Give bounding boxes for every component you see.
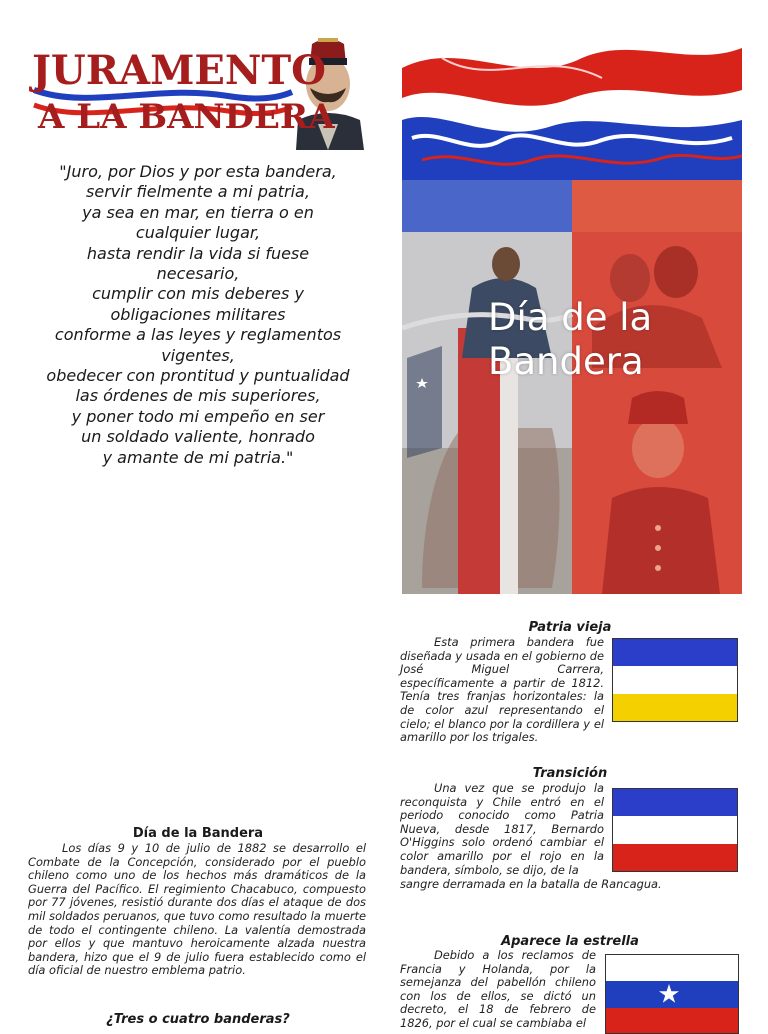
flag-stripe [612,816,738,844]
flag-stripe [612,638,738,666]
oath-line: cumplir con mis deberes y [92,284,304,304]
transicion-heading: Transición [532,766,608,781]
juramento-logo [28,28,368,154]
transicion-text: Una vez que se produjo la reconquista y Chile entró en el periodo conocido como Patria Nueva, desde 1817, Bernardo O'Higgins solo ordenó cambiar el color amarillo por el rojo en la bandera, símbolo, se dijo, de la [400,781,604,877]
flag-stripe [612,666,738,694]
patria-vieja-heading: Patria vieja [528,620,612,635]
hero-title [488,296,652,384]
oath-line: cualquier lugar, [135,223,261,243]
logo-line1: JURAMENTO [32,47,327,94]
transicion-text-tail: sangre derramada en la batalla de Rancagua. [400,877,662,891]
hero-poster [402,28,742,594]
flag-stripe [605,954,739,981]
oath-line: las órdenes de mis superiores, [75,386,321,406]
hero-title-line1: Día de la [488,296,653,339]
oath-line: un soldado valiente, honrado [81,427,315,447]
estrella-flag [605,954,739,1034]
patria-vieja-text: Esta primera bandera fue diseñada y usada en el gobierno de José Miguel Carrera, específicamente a partir de 1812. Tenía tres franjas horizontales: la de color azul representando el cielo; el blanco por la cordillera y el amarillo por los trigales. [400,635,604,745]
oath-line: obligaciones militares [110,304,286,324]
oath-line: obedecer con prontitud y puntualidad [46,366,350,386]
oath-line: vigentes, [161,345,235,365]
oath-line: y poner todo mi empeño en ser [71,406,325,426]
dia-bandera-heading: Día de la Bandera [132,826,264,841]
estrella-text: Debido a los reclamos de Francia y Holanda, por la semejanza del pabellón chileno con los de ellos, se dictó un decreto, el 18 de febrero de 1826, por el cual se cambiaba el [400,948,596,1030]
oath-line: conforme a las leyes y reglamentos [54,325,342,345]
oath-text [28,162,368,468]
patria-vieja-flag [612,638,738,722]
dia-bandera-text: Los días 9 y 10 de julio de 1882 se desarrollo el Combate de la Concepción, considerado por el pueblo chileno como uno de los hechos más dramáticos de la Guerra del Pacífico. El regimiento Chacabuco, compuesto por 77 jóvenes, resistió durante dos días el ataque de dos mil soldados peruanos, que tuvo como resultado la muerte de todo el contingente chileno. La valentía demostrada por ellos y que mantuvo heroicamente alzada nuestra bandera, hizo que el 9 de julio fuera establecido como el día oficial de nuestro emblema patrio. [28,841,366,978]
oath-line: "Juro, por Dios y por esta bandera, [59,162,337,181]
oath-line: y amante de mi patria." [102,447,294,467]
estrella-heading: Aparece la estrella [501,934,639,949]
tres-cuatro-heading: ¿Tres o cuatro banderas? [106,1012,290,1027]
oath-line: servir fielmente a mi patria, [86,182,310,202]
flag-stripe [605,1008,739,1034]
flag-stripe [612,844,738,872]
flag-stripe [612,788,738,816]
hero-title-line2: Bandera [488,340,644,383]
ribbon-banner [402,48,742,180]
transicion-flag [612,788,738,872]
flag-stripe [612,694,738,722]
logo-line2: A LA BANDERA [38,97,335,137]
oath-line: necesario, [156,264,240,284]
oath-line: ya sea en mar, en tierra o en [82,202,314,222]
oath-line: hasta rendir la vida si fuese [86,243,310,263]
